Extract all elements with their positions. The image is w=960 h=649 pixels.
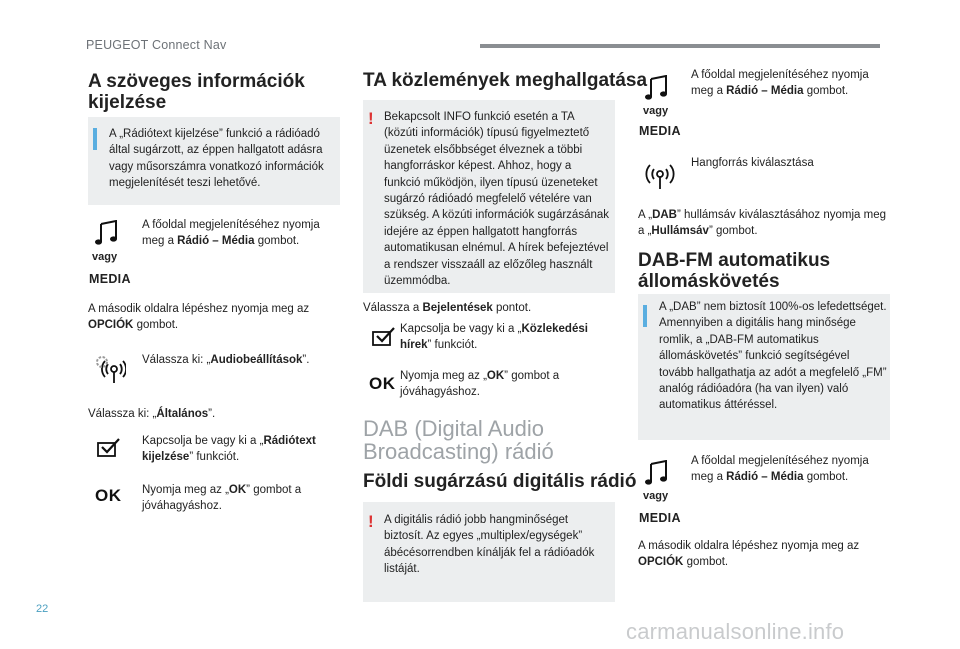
radiotext-toggle-text: Kapcsolja be vagy ki a „Rádiótext kijelzése” funkciót. <box>142 435 316 464</box>
media-instruction: A főoldal megjelenítéséhez nyomja meg a Rádió – Média gombot. <box>691 69 869 98</box>
manual-header: PEUGEOT Connect Nav <box>86 38 227 52</box>
warning-text: Bekapcsolt INFO funkció esetén a TA (közúti információk) típusú figyelmeztető üzenetek elsőbbséget élveznek a többi hangforráskor képest. Ahhoz, hogy a funkció működjön, ilyen típusú üzeneteket sugárzó rádióadó megfelelő vételére van szükség. A közúti információk sugárzásának idejére az éppen hallgatott hangforrás automatikusan elnémul. A hírek befejeztével a rendszer visszaáll az előzőleg használt üzemmódba. <box>384 111 610 288</box>
page-number: 22 <box>36 603 49 615</box>
info-icon <box>93 128 97 150</box>
announcements-instruction: Válassza a Bejelentések pontot. <box>363 302 532 314</box>
checkbox-icon <box>372 327 396 347</box>
info-box-tracking <box>638 294 890 440</box>
warning-icon: ! <box>368 512 374 531</box>
band-instruction: A „DAB” hullámsáv kiválasztásához nyomja meg a „Hullámsáv” gombot. <box>638 209 886 238</box>
music-note-icon <box>95 220 119 246</box>
info-text: A „DAB” nem biztosít 100%-os lefedettséget. Amennyiben a digitális hang minősége romlik, a „DAB-FM automatikus állomáskövetés” funkció segítségével tovább hallgathatja az adót a megfelelő „FM” analóg rádióadóra (ha van ilyen) való automatikus áttéréssel. <box>659 301 887 412</box>
general-instruction: Válassza ki: „Általános”. <box>88 408 216 420</box>
options-instruction: A második oldalra lépéshez nyomja meg az OPCIÓK gombot. <box>88 303 310 332</box>
info-box-radiotext <box>88 117 340 205</box>
info-text: A „Rádiótext kijelzése” funkció a rádióadó által sugárzott, az éppen hallgatott adásra vagy műsorszámra vonatkozó információk megjelenítését teszi lehetővé. <box>109 128 324 190</box>
warning-box-ta <box>363 100 615 293</box>
media-button-label: MEDIA <box>639 511 681 525</box>
music-note-icon <box>645 460 669 486</box>
warning-text: A digitális rádió jobb hangminőséget biztosít. Az egyes „multiplex/egységek” ábécésorrendben kínálják fel a rádióadók listáját. <box>384 514 595 576</box>
section-title-tracking: DAB-FM automatikus állomáskövetés <box>638 250 831 292</box>
ok-instruction: Nyomja meg az „OK” gombot a jóváhagyáshoz. <box>142 484 302 513</box>
warning-icon: ! <box>368 109 374 128</box>
watermark: carmanualsonline.info <box>626 619 845 644</box>
or-label: vagy <box>92 251 118 263</box>
or-label: vagy <box>643 105 669 117</box>
checkbox-icon <box>97 438 121 458</box>
section-title-ta: TA közlemények meghallgatása <box>363 70 648 91</box>
ok-button-label: OK <box>95 486 122 505</box>
media-button-label: MEDIA <box>89 272 131 286</box>
ok-instruction: Nyomja meg az „OK” gombot a jóváhagyáshoz. <box>400 370 560 399</box>
audio-settings-icon <box>92 352 126 384</box>
ok-button-label: OK <box>369 374 396 393</box>
section-title-terrestrial: Földi sugárzású digitális rádió <box>363 471 637 492</box>
media-instruction: A főoldal megjelenítéséhez nyomja meg a Rádió – Média gombot. <box>142 219 320 248</box>
header-divider <box>480 44 880 48</box>
traffic-toggle-text: Kapcsolja be vagy ki a „Közlekedési hírek” funkciót. <box>400 323 588 352</box>
section-title-dab: DAB (Digital Audio Broadcasting) rádió <box>363 416 554 464</box>
warning-box-dab <box>363 502 615 602</box>
media-instruction: A főoldal megjelenítéséhez nyomja meg a Rádió – Média gombot. <box>691 455 869 484</box>
info-icon <box>643 305 647 327</box>
source-select-text: Hangforrás kiválasztása <box>691 157 814 169</box>
options-instruction: A második oldalra lépéshez nyomja meg az OPCIÓK gombot. <box>638 540 860 569</box>
radio-source-icon <box>645 160 675 190</box>
audio-settings-text: Válassza ki: „Audiobeállítások”. <box>142 354 310 366</box>
music-note-icon <box>645 75 669 101</box>
section-title-radiotext: A szöveges információk kijelzése <box>88 71 305 113</box>
or-label: vagy <box>643 490 669 502</box>
media-button-label: MEDIA <box>639 124 681 138</box>
